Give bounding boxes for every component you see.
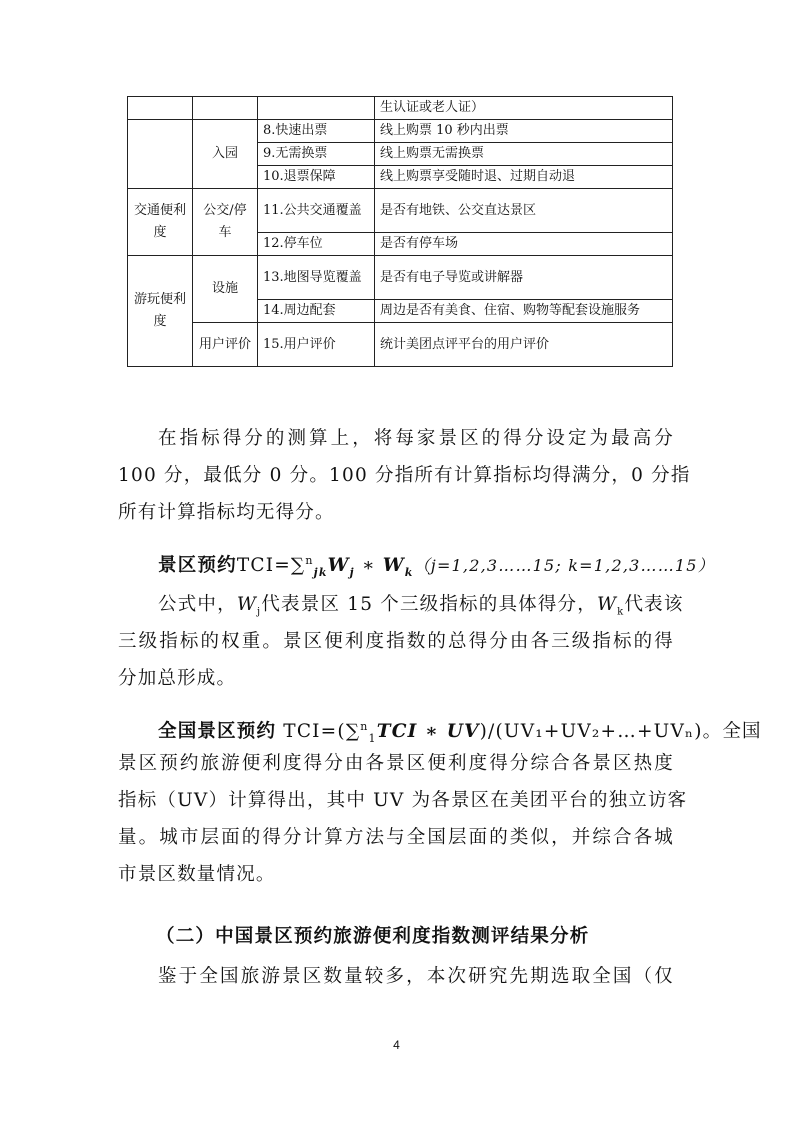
table-cell: [258, 97, 375, 120]
text-line: 100 分，最低分 0 分。100 分指所有计算指标均得满分，0 分指: [118, 465, 691, 486]
text-line: 市景区数量情况。: [118, 864, 276, 885]
formula-tci: TCI=(: [276, 721, 346, 743]
text-segment: 代表该: [624, 594, 684, 615]
var-w: W: [596, 594, 618, 615]
sum-sup: n: [360, 720, 369, 733]
table-cell: 线上购票 10 秒内出票: [375, 120, 673, 143]
text-segment: 。全国: [702, 721, 762, 743]
paragraph-selection: [118, 958, 674, 995]
sum-symbol: ∑: [290, 555, 306, 577]
formula-label: 景区预约: [158, 555, 237, 577]
text-line: 指标（UV）计算得出，其中 UV 为各景区在美团平台的独立访客: [118, 790, 688, 811]
table-cell: 15.用户评价: [258, 323, 375, 367]
table-cell: 14.周边配套: [258, 300, 375, 323]
table-cell: 线上购票无需换票: [375, 143, 673, 166]
text-line: 景区预约旅游便利度得分由各景区便利度得分综合各景区热度: [118, 753, 674, 774]
formula-label: 全国景区预约: [158, 721, 277, 743]
paragraph-explanation: [118, 586, 684, 697]
var-w: W: [382, 555, 405, 577]
table-row: [128, 120, 673, 143]
var-sub: k: [617, 606, 625, 618]
table-cell: [128, 120, 193, 189]
table-cell: 生认证或老人证）: [375, 97, 673, 120]
table-cell: [193, 97, 258, 120]
section-heading: [156, 918, 676, 955]
text-line: 量。城市层面的得分计算方法与全国层面的类似，并综合各城: [118, 827, 674, 848]
mult-symbol: ∗: [354, 555, 383, 577]
var-w: W: [327, 555, 350, 577]
table-cell: 周边是否有美食、住宿、购物等配套设施服务: [375, 300, 673, 323]
merged-cell-youwan: 游玩便利度: [128, 256, 193, 367]
table-cell: [128, 97, 193, 120]
formula-tci: TCI=: [236, 555, 291, 577]
merged-cell-gongjiao: 公交/停车: [193, 189, 258, 256]
var-sub: j: [349, 565, 355, 579]
text-line: 所有计算指标均无得分。: [118, 502, 335, 523]
text-line: 鉴于全国旅游景区数量较多，本次研究先期选取全国（仅: [158, 966, 674, 987]
merged-cell-jiaotong: 交通便利度: [128, 189, 193, 256]
table-row: [128, 97, 673, 120]
merged-cell-sheshi: 设施: [193, 256, 258, 323]
table-row: [128, 323, 673, 367]
formula-tail: )/(UV₁+UV₂+…+UVₙ): [479, 721, 703, 743]
formula-scenic-tci: [118, 542, 715, 579]
table-row: [128, 256, 673, 300]
sum-symbol: ∑: [345, 721, 361, 743]
table-cell: 10.退票保障: [258, 166, 375, 189]
text-line: 三级指标的权重。景区便利度指数的总得分由各三级指标的得: [118, 631, 674, 652]
table-cell: 9.无需换票: [258, 143, 375, 166]
text-segment: 代表景区 15 个三级指标的具体得分，: [261, 594, 597, 615]
formula-range: （j=1,2,3……15; k=1,2,3……15）: [413, 556, 715, 576]
table-cell: 是否有电子导览或讲解器: [375, 256, 673, 300]
var-sub: k: [404, 565, 414, 579]
paragraph-national: [118, 708, 762, 893]
page-number: 4: [393, 1038, 400, 1052]
table-cell: 11.公共交通覆盖: [258, 189, 375, 233]
table-cell: 统计美团点评平台的用户评价: [375, 323, 673, 367]
table-row: [128, 189, 673, 233]
paragraph-scoring: [118, 420, 691, 531]
text-segment: 公式中，: [158, 594, 237, 615]
sum-sub: jk: [313, 565, 328, 579]
index-table: [127, 96, 673, 367]
table-cell: 12.停车位: [258, 233, 375, 256]
table-cell: 13.地图导览覆盖: [258, 256, 375, 300]
sum-sup: n: [305, 554, 314, 567]
text-line: 在指标得分的测算上，将每家景区的得分设定为最高分: [158, 428, 674, 449]
heading-text: （二）中国景区预约旅游便利度指数测评结果分析: [156, 926, 590, 947]
merged-cell-ruyuan: 入园: [193, 120, 258, 189]
table-cell: 是否有停车场: [375, 233, 673, 256]
var-sub: j: [257, 606, 262, 618]
merged-cell-yonghu: 用户评价: [193, 323, 258, 367]
table-cell: 8.快速出票: [258, 120, 375, 143]
formula-expr: TCI ∗ UV: [376, 721, 480, 743]
text-line: 分加总形成。: [118, 668, 237, 689]
table-cell: 是否有地铁、公交直达景区: [375, 189, 673, 233]
table-cell: 线上购票享受随时退、过期自动退: [375, 166, 673, 189]
var-w: W: [236, 594, 258, 615]
sum-sub: 1: [368, 731, 377, 745]
